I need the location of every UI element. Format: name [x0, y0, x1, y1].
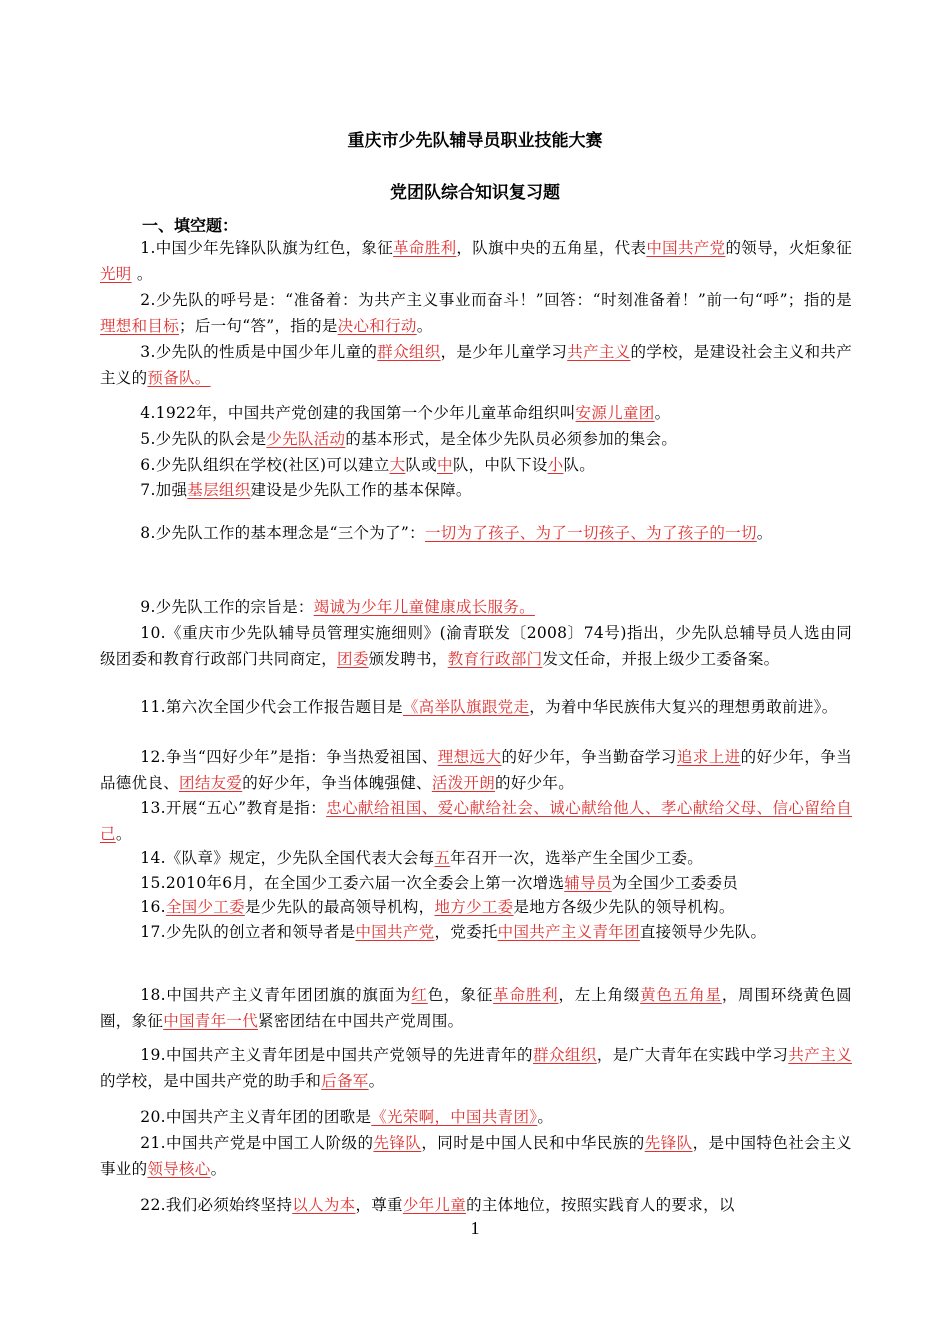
question-text: 15.2010年6月，在全国少工委六届一次全委会上第一次增选 — [140, 874, 565, 892]
question-text: ，为着中华民族伟大复兴的理想勇敢前进》。 — [529, 698, 838, 716]
answer-blank: 群众组织 — [533, 1046, 597, 1064]
answer-blank: 决心和行动 — [337, 317, 417, 335]
question-5 — [100, 426, 852, 452]
question-text: ，是广大青年在实践中学习 — [596, 1046, 789, 1064]
question-text: 17.少先队的创立者和领导者是 — [140, 923, 356, 941]
question-text: 队，中队下设 — [452, 456, 548, 474]
question-text: 颁发聘书， — [368, 650, 448, 668]
question-text: 12.争当“四好少年”是指：争当热爱祖国、 — [140, 748, 438, 766]
answer-blank: 理想和目标 — [100, 317, 180, 335]
question-text: 1.中国少年先锋队队旗为红色，象征 — [140, 239, 394, 257]
question-text: 14.《队章》规定，少先队全国代表大会每 — [140, 849, 435, 867]
question-text: ，左上角缀 — [558, 986, 641, 1004]
question-18 — [100, 982, 852, 1034]
answer-blank: 光明 — [100, 265, 132, 283]
question-text: 色，象征 — [427, 986, 494, 1004]
question-text: 的好少年，争当勤奋学习 — [501, 748, 677, 766]
answer-blank: 黄色五角星 — [640, 986, 722, 1004]
answer-blank: 领导核心 — [147, 1160, 211, 1178]
answer-blank: 中 — [437, 456, 453, 474]
question-text: 7.加强 — [140, 481, 188, 499]
question-4 — [100, 400, 852, 426]
answer-blank: 大 — [389, 456, 406, 474]
question-text: 的学校，是建设社会主义和共产主义的 — [100, 343, 853, 387]
question-2 — [100, 287, 852, 339]
question-text: 队。 — [563, 456, 596, 474]
answer-blank: 革命胜利 — [393, 239, 457, 257]
answer-blank: 辅导员 — [564, 874, 612, 892]
question-12 — [100, 744, 852, 796]
question-text: 为全国少工委委员 — [611, 874, 739, 892]
question-text: 。 — [210, 1160, 227, 1178]
answer-blank: 中国青年一代 — [163, 1012, 259, 1030]
question-text: 21.中国共产党是中国工人阶级的 — [140, 1134, 374, 1152]
question-text: 直接领导少先队。 — [639, 923, 767, 941]
question-8 — [100, 514, 852, 552]
question-19 — [100, 1042, 852, 1094]
answer-blank: 后备军 — [321, 1072, 369, 1090]
question-20 — [100, 1104, 852, 1130]
answer-blank: 中国共产党 — [646, 239, 726, 257]
question-text: 6.少先队组织在学校(社区)可以建立 — [140, 456, 390, 474]
question-17 — [100, 919, 852, 945]
answer-blank: 共产主义 — [788, 1046, 852, 1064]
answer-blank: 五 — [434, 849, 451, 867]
question-text: 。 — [115, 825, 132, 843]
answer-blank: 一切为了孩子、为了一切孩子、为了孩子的一切 — [424, 524, 757, 542]
question-21 — [100, 1130, 852, 1182]
question-text: 13.开展“五心”教育是指： — [140, 799, 327, 817]
question-text: ，是中国特色社会主义事业的 — [100, 1134, 852, 1178]
question-text: 。 — [131, 265, 153, 283]
answer-blank: 共产主义 — [567, 343, 631, 361]
question-text: 3.少先队的性质是中国少年儿童的 — [140, 343, 378, 361]
section-heading: 一、填空题： — [142, 216, 239, 235]
answer-blank: 竭诚为少年儿童健康成长服务。 — [313, 598, 535, 616]
question-text: 11.第六次全国少代会工作报告题目是 — [140, 698, 403, 716]
question-text: 10.《重庆市少先队辅导员管理实施细则》(渝青联发〔2008〕74号)指出，少先队总辅导员人选由同级团委和教育行政部门共同商定， — [100, 624, 852, 668]
page-number: 1 — [470, 1218, 480, 1238]
answer-blank: 地方少工委 — [434, 898, 514, 916]
question-1 — [100, 235, 852, 287]
question-text: ，周围环绕黄色圆圈，象征 — [100, 986, 852, 1030]
answer-blank: 全国少工委 — [165, 898, 245, 916]
answer-blank: 追求上进 — [676, 748, 741, 766]
answer-blank: 预备队。 — [147, 369, 211, 387]
question-text: 是少先队的最高领导机构， — [244, 898, 435, 916]
question-14 — [100, 845, 852, 871]
answer-blank: 《高举队旗跟党走 — [402, 698, 530, 716]
question-text: 。 — [537, 1108, 554, 1126]
answer-blank: 忠心献给祖国、爱心献给社会、诚心献给他人、孝心献给父母、信心留给自己 — [100, 799, 853, 843]
document-subtitle: 党团队综合知识复习题 — [390, 183, 560, 203]
question-text: ，尊重 — [355, 1196, 403, 1214]
question-16 — [100, 894, 852, 920]
answer-blank: 红 — [411, 986, 428, 1004]
answer-blank: 中国共产党 — [355, 923, 435, 941]
question-text: 9.少先队工作的宗旨是： — [140, 598, 314, 616]
answer-blank: 小 — [547, 456, 564, 474]
question-text: 的好少年，争当体魄强健、 — [242, 774, 432, 792]
question-text: 的主体地位，按照实践育人的要求，以 — [466, 1196, 735, 1214]
question-text: 。 — [416, 317, 433, 335]
question-text: 建设是少先队工作的基本保障。 — [250, 481, 472, 499]
question-text: 22.我们必须始终坚持 — [140, 1196, 293, 1214]
answer-blank: 理想远大 — [437, 748, 502, 766]
question-text: 2.少先队的呼号是：“准备着：为共产主义事业而奋斗！”回答：“时刻准备着！”前一句“呼”；指的是 — [140, 291, 852, 309]
question-3 — [100, 339, 852, 391]
question-text: 5.少先队的队会是 — [140, 430, 267, 448]
answer-blank: 基层组织 — [187, 481, 251, 499]
question-text: 是地方各级少先队的领导机构。 — [513, 898, 735, 916]
question-text: 。 — [368, 1072, 385, 1090]
question-text: 20.中国共产主义青年团的团歌是 — [140, 1108, 372, 1126]
answer-blank: 先锋队 — [373, 1134, 422, 1152]
question-text: 紧密团结在中国共产党周围。 — [258, 1012, 464, 1030]
question-text: ，队旗中央的五角星，代表 — [456, 239, 647, 257]
answer-blank: 少先队活动 — [266, 430, 346, 448]
question-10 — [100, 620, 852, 672]
question-text: 8.少先队工作的基本理念是“三个为了”： — [140, 524, 425, 542]
question-11 — [100, 694, 852, 720]
document-title: 重庆市少先队辅导员职业技能大赛 — [347, 131, 603, 151]
question-text: 的学校，是中国共产党的助手和 — [100, 1072, 322, 1090]
question-15 — [100, 870, 852, 896]
question-7 — [100, 477, 852, 503]
answer-blank: 团结友爱 — [179, 774, 243, 792]
answer-blank: 先锋队 — [644, 1134, 693, 1152]
question-text: 16. — [140, 898, 166, 916]
question-6 — [100, 452, 852, 478]
answer-blank: 团委 — [337, 650, 369, 668]
answer-blank: 安源儿童团 — [575, 404, 655, 422]
question-text: 队或 — [405, 456, 438, 474]
answer-blank: 中国共产主义青年团 — [497, 923, 640, 941]
answer-blank: 活泼开朗 — [431, 774, 496, 792]
question-text: ，同时是中国人民和中华民族的 — [421, 1134, 645, 1152]
answer-blank: 群众组织 — [377, 343, 441, 361]
answer-blank: 教育行政部门 — [447, 650, 543, 668]
answer-blank: 革命胜利 — [493, 986, 559, 1004]
answer-blank: 少年儿童 — [402, 1196, 467, 1214]
answer-blank: 以人为本 — [292, 1196, 356, 1214]
answer-blank: 《光荣啊，中国共青团》 — [371, 1108, 538, 1126]
question-text: ，是少年儿童学习 — [440, 343, 568, 361]
question-text: ；后一句“答”，指的是 — [179, 317, 338, 335]
question-22 — [100, 1192, 852, 1218]
question-text: 发文任命，并报上级少工委备案。 — [542, 650, 780, 668]
question-text: 的好少年。 — [495, 774, 575, 792]
question-text: 19.中国共产主义青年团是中国共产党领导的先进青年的 — [140, 1046, 534, 1064]
question-text: ，党委托 — [434, 923, 498, 941]
question-text: 的好少年，争当品德优良、 — [100, 748, 853, 792]
question-text: 。 — [654, 404, 671, 422]
question-text: 的基本形式，是全体少先队员必须参加的集会。 — [345, 430, 678, 448]
question-text: 4.1922年，中国共产党创建的我国第一个少年儿童革命组织叫 — [140, 404, 576, 422]
question-13 — [100, 795, 852, 847]
question-text: 18.中国共产主义青年团团旗的旗面为 — [140, 986, 412, 1004]
question-9 — [100, 594, 852, 620]
question-text: 的领导，火炬象征 — [725, 239, 853, 257]
question-text: 。 — [756, 524, 773, 542]
question-text: 年召开一次，选举产生全国少工委。 — [450, 849, 704, 867]
